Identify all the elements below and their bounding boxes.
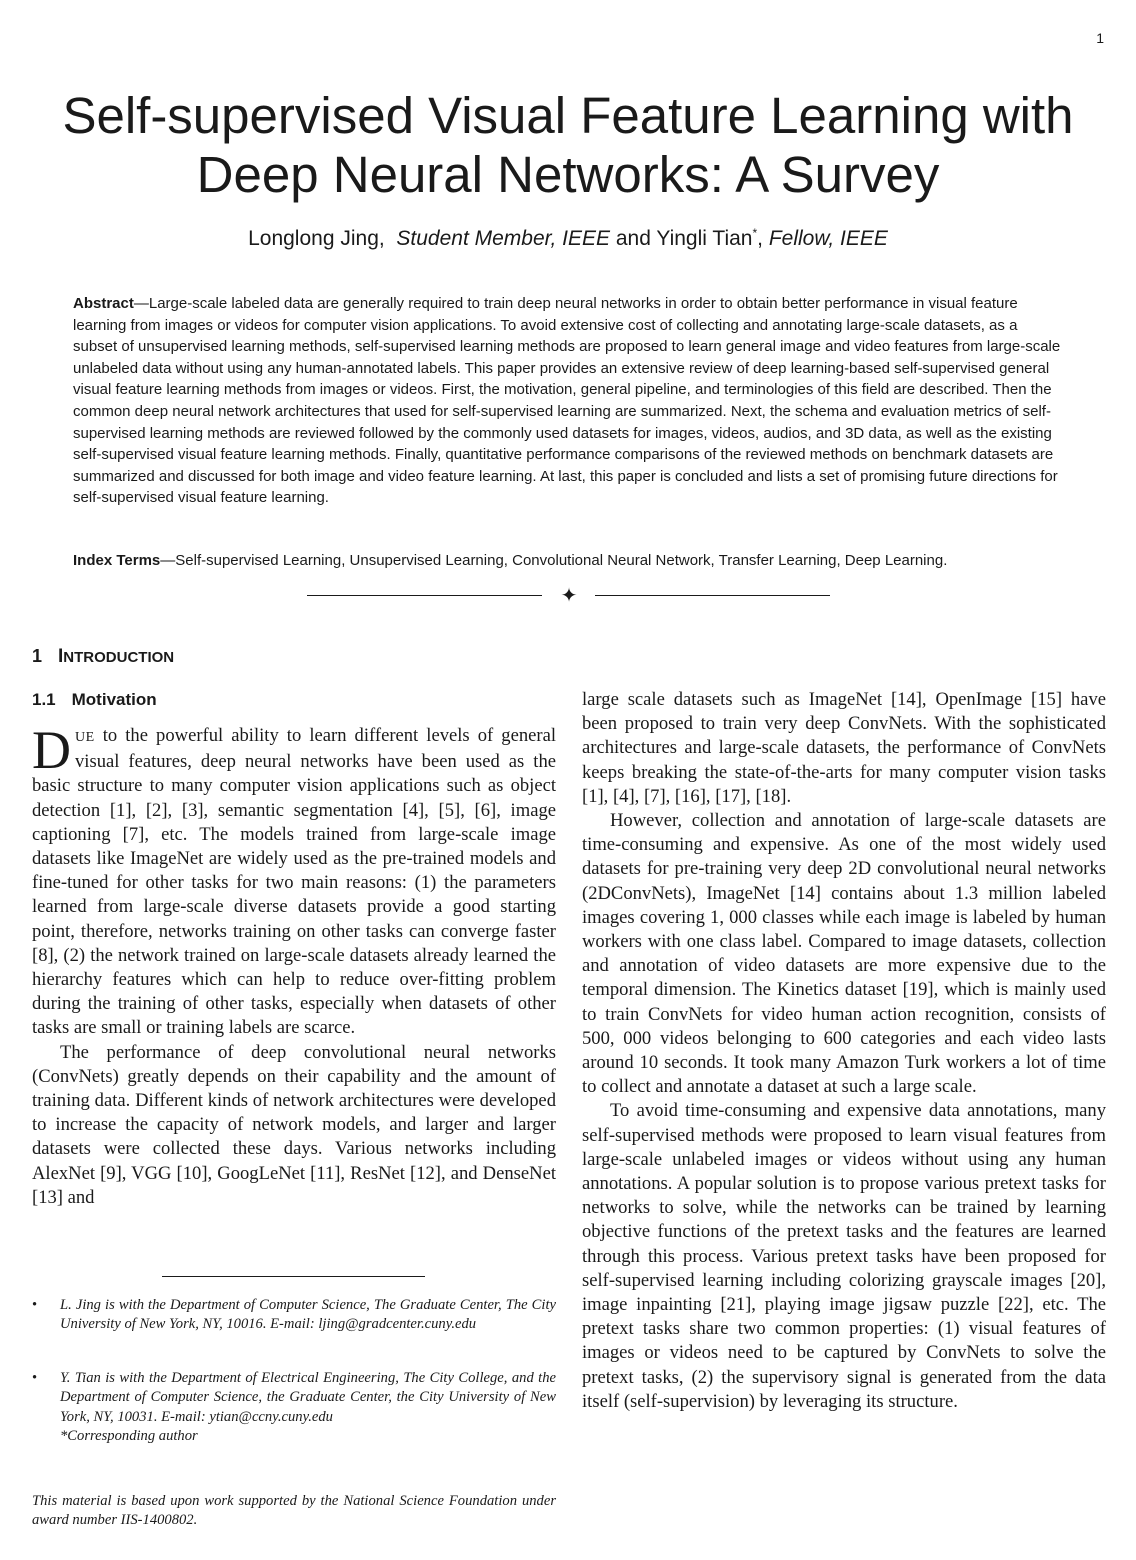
subsection-title: Motivation	[71, 690, 157, 709]
author-line: Longlong Jing, Student Member, IEEE and Yingli Tian*, Fellow, IEEE	[248, 226, 888, 250]
footnote-author-1-text: L. Jing is with the Department of Computer Science, The Graduate Center, The City University of New York, NY, 10016. E-mail: ljing@gradcenter.cuny.edu	[60, 1297, 556, 1333]
dropcap: D	[32, 720, 71, 780]
page-number: 1	[1096, 30, 1104, 46]
abstract	[73, 293, 1065, 509]
footnote-rule	[162, 1276, 425, 1277]
footnote-corresponding-author: *Corresponding author	[60, 1428, 198, 1445]
section-separator	[307, 584, 830, 608]
right-paragraph-1: large scale datasets such as ImageNet [14], OpenImage [15] have been proposed to train very deep ConvNets. With the sophisticated architectures and large-scale datasets, the performance of ConvNets keeps breaking the state-of-the-arts for many computer vision tasks [1], [4], [7], [16], [17], [18].	[582, 689, 1106, 807]
dropcap-rest: UE	[75, 730, 95, 745]
section-number: 1	[32, 646, 43, 666]
separator-line-left	[307, 595, 542, 596]
footnote-funding-text: This material is based upon work supported by the National Science Foundation under award number IIS-1400802.	[32, 1493, 556, 1529]
title-line-1: Self-supervised Visual Feature Learning with	[62, 87, 1074, 144]
subsection-number: 1.1	[32, 690, 56, 709]
authors-conjunction: and	[615, 227, 651, 250]
footnote-author-2-text: Y. Tian is with the Department of Electrical Engineering, The City College, and the Department of Computer Science, the Graduate Center, the City University of New York, NY, 10031. E-mail: ytian@ccny.cuny.edu	[60, 1370, 556, 1425]
left-column	[32, 720, 556, 1210]
section-heading	[32, 646, 174, 668]
right-paragraph-3: To avoid time-consuming and expensive data annotations, many self-supervised methods were proposed to learn visual features from large-scale unlabeled images or videos without using any human annotations. A popular solution is to propose various pretext tasks for networks to solve, while the networks can be trained by learning objective functions of the pretext tasks and the features are learned through this process. Various pretext tasks have been proposed for self-supervised learning including colorizing grayscale images [20], image inpainting [21], playing image jigsaw puzzle [22], etc. The pretext tasks share two common properties: (1) visual features of images or videos need to be captured by ConvNets to solve the pretext tasks, (2) the supervisory signal is generated from the data itself (self-supervision) by leveraging its structure.	[582, 1100, 1106, 1412]
index-terms	[73, 552, 1065, 569]
title-line-2: Deep Neural Networks: A Survey	[196, 146, 940, 203]
author-1-role: Student Member, IEEE	[396, 227, 610, 250]
paper-title	[0, 86, 1136, 204]
left-paragraph-2: The performance of deep convolutional neural networks (ConvNets) greatly depends on their capability and the amount of training data. Different kinds of network architectures were developed to increase the capacity of network models, and larger and larger datasets were collected these days. Various networks including AlexNet [9], VGG [10], GoogLeNet [11], ResNet [12], and DenseNet [13] and	[32, 1041, 556, 1208]
footnote-bullet: •	[32, 1297, 38, 1313]
corresponding-author-mark: *	[752, 226, 758, 240]
index-terms-text: —Self-supervised Learning, Unsupervised Learning, Convolutional Neural Network, Transfer Learning, Deep Learning.	[160, 552, 948, 569]
index-terms-label: Index Terms	[73, 552, 161, 569]
author-2-role: Fellow, IEEE	[768, 227, 888, 250]
right-paragraph-2: However, collection and annotation of large-scale datasets are time-consuming and expensive. As one of the most widely used datasets for pre-training very deep 2D convolutional neural networks (2DConvNets), ImageNet [14] contains about 1.3 million labeled images covering 1, 000 classes while each image is labeled by human workers with one class label. Compared to image datasets, collection and annotation of video datasets are more expensive due to the temporal dimension. The Kinetics dataset [19], which is mainly used to train ConvNets for video human action recognition, consists of 500, 000 videos belonging to 600 categories and each video lasts around 10 seconds. It took many Amazon Turk workers a lot of time to collect and annotate a dataset at such a large scale.	[582, 810, 1106, 1098]
left-paragraph-1	[32, 720, 556, 1041]
abstract-label: Abstract	[73, 295, 134, 312]
footnote-author-2	[32, 1369, 556, 1447]
left-paragraph-1-text: to the powerful ability to learn different levels of general visual features, deep neural networks have been used as the basic structure to many computer vision applications such as object detection [1], [2], [3], semantic segmentation [4], [5], [6], image captioning [7], etc. The models trained from large-scale image datasets like ImageNet are widely used as the pre-trained models and fine-tuned for other tasks for two main reasons: (1) the parameters learned from large-scale diverse datasets provide a good starting point, therefore, networks training on other tasks can converge faster [8], (2) the network trained on large-scale datasets already learned the hierarchy features which can help to reduce over-fitting problem during the training of other tasks, especially when datasets of other tasks are small or training labels are scarce.	[32, 725, 556, 1039]
separator-line-right	[595, 595, 830, 596]
author-2-name: Yingli Tian	[656, 227, 753, 250]
right-column	[582, 688, 1106, 1414]
separator-diamond-icon: ✦	[560, 585, 578, 607]
section-title-rest: NTRODUCTION	[63, 649, 175, 666]
abstract-text: —Large-scale labeled data are generally required to train deep neural networks in order to obtain better performance in visual feature learning from images or videos for computer vision applications. To avoid extensive cost of collecting and annotating large-scale datasets, as a subset of unsupervised learning methods, self-supervised learning methods are proposed to learn general image and video features from large-scale unlabeled data without using any human-annotated labels. This paper provides an extensive review of deep learning-based self-supervised general visual feature learning methods from images or videos. First, the motivation, general pipeline, and terminologies of this field are described. Then the common deep neural network architectures that used for self-supervised learning are summarized. Next, the schema and evaluation metrics of self-supervised learning methods are reviewed followed by the commonly used datasets for images, videos, audios, and 3D data, as well as the existing self-supervised visual feature learning methods. Finally, quantitative performance comparisons of the reviewed methods on benchmark datasets are summarized and discussed for both image and video feature learning. At last, this paper is concluded and lists a set of promising future directions for self-supervised visual feature learning.	[73, 295, 1061, 507]
subsection-heading	[32, 690, 157, 710]
footnote-author-1	[32, 1296, 556, 1335]
footnote-funding	[32, 1492, 556, 1531]
footnote-bullet: •	[32, 1370, 38, 1386]
section-title-initial: I	[58, 646, 64, 667]
author-1-name: Longlong Jing,	[248, 227, 385, 250]
